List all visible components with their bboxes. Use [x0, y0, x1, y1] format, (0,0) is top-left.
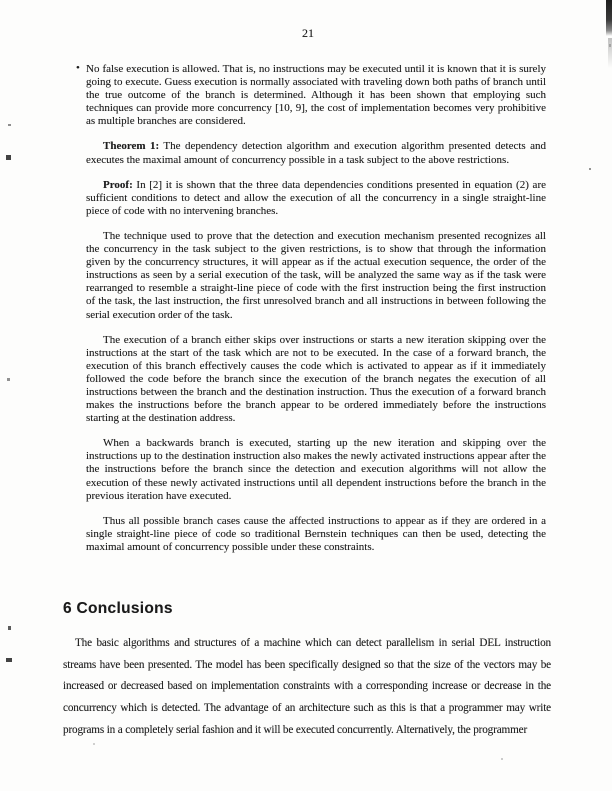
bullet-marker-icon: • [76, 62, 80, 74]
paragraph-text: When a backwards branch is executed, starting up the new iteration and skipping over the instructions up to the destination instruction also makes the newly activated instructions appear after the the instructions before the branch since the detection and execution algorithms will not allow the execution of these newly activated instructions until all dependent instructions before the branch in the previous iteration have executed. [86, 437, 546, 502]
scan-speckle [7, 378, 10, 381]
paragraph-forward-branch [86, 334, 546, 426]
scan-speckle [6, 658, 12, 662]
section-heading-conclusions: 6 Conclusions [63, 600, 173, 617]
page-number: 21 [302, 26, 314, 40]
scan-speckle [609, 44, 611, 47]
paragraph-theorem [86, 140, 546, 166]
scan-speckle [8, 124, 11, 126]
paragraph-text: The technique used to prove that the detection and execution mechanism presented recognizes all the concurrency in the task subject to the given restrictions, is to show that through the information given by the concurrency structures, it will appear as if the actual execution sequence, the order of the instructions as seen by a serial execution of the task, will be analyzed the same way as if the task were rearranged to resemble a straight-line piece of code with the first instruction being the first instruction of the task, the last instruction, the first unresolved branch and all instructions in between following the serial execution order of the task. [86, 229, 546, 321]
proof-text: In [2] it is shown that the three data dependencies conditions presented in equation (2) are sufficient conditions to detect and allow the execution of all the concurrency in a single straight-line piece of code with no intervening branches. [86, 178, 546, 217]
scan-speckle [6, 155, 11, 160]
paragraph-technique [86, 230, 546, 322]
theorem-text: The dependency detection algorithm and execution algorithm presented detects and executes the maximal amount of concurrency possible in a task subject to the above restrictions. [86, 140, 547, 166]
paragraph-proof [86, 179, 546, 218]
paragraph-branch-cases [86, 515, 546, 554]
body-text-block [76, 62, 547, 554]
conclusions-paragraph: The basic algorithms and structures of a machine which can detect parallelism in serial DEL instruction streams have been presented. The model has been specifically designed so that the size of the vectors may be increased or decreased based on implementation constraints with a corresponding increase or decrease in the concurrency which is detected. The advantage of an architecture such as this is that a programmer may write programs in a completely serial fashion and it will be executed concurrently. Alternatively, the programmer [63, 637, 551, 736]
bullet-item-text: No false execution is allowed. That is, no instructions may be executed until it is known that it is surely going to execute. Guess execution is normally associated with traveling down both paths of branch until the true outcome of the branch is determined. Although it has been shown that employing such techniques can provide more concurrency [10, 9], the cost of implementation becomes very prohibitive as multiple branches are considered. [86, 63, 546, 128]
scan-speckle [589, 168, 591, 170]
paragraph-text: The execution of a branch either skips over instructions or starts a new iteration skipping over the instructions at the start of the task which are not to be executed. In the case of a forward branch, the execution of this branch effectively causes the code which is activated to appear as if it immediately followed the code before the branch since the execution of the branch negates the execution of all instructions between the branch and the destination instruction. Thus the execution of a forward branch makes the instructions before the branch appear to be ordered immediately before the instructions starting at the destination address. [86, 333, 546, 425]
paragraph-backwards-branch [86, 437, 546, 502]
theorem-lead: Theorem 1: [103, 140, 160, 153]
bullet-item [76, 62, 546, 128]
paragraph-text: Thus all possible branch cases cause the affected instructions to appear as if they are ordered in a single straight-line piece of code so traditional Bernstein techniques can then be used, detecting the maximal amount of concurrency possible under these constraints. [86, 514, 546, 553]
proof-lead: Proof: [103, 178, 133, 191]
scan-speckle [93, 743, 95, 745]
scan-speckle [501, 758, 503, 760]
scan-speckle [8, 626, 11, 630]
scan-edge-strip-fade [608, 38, 612, 68]
